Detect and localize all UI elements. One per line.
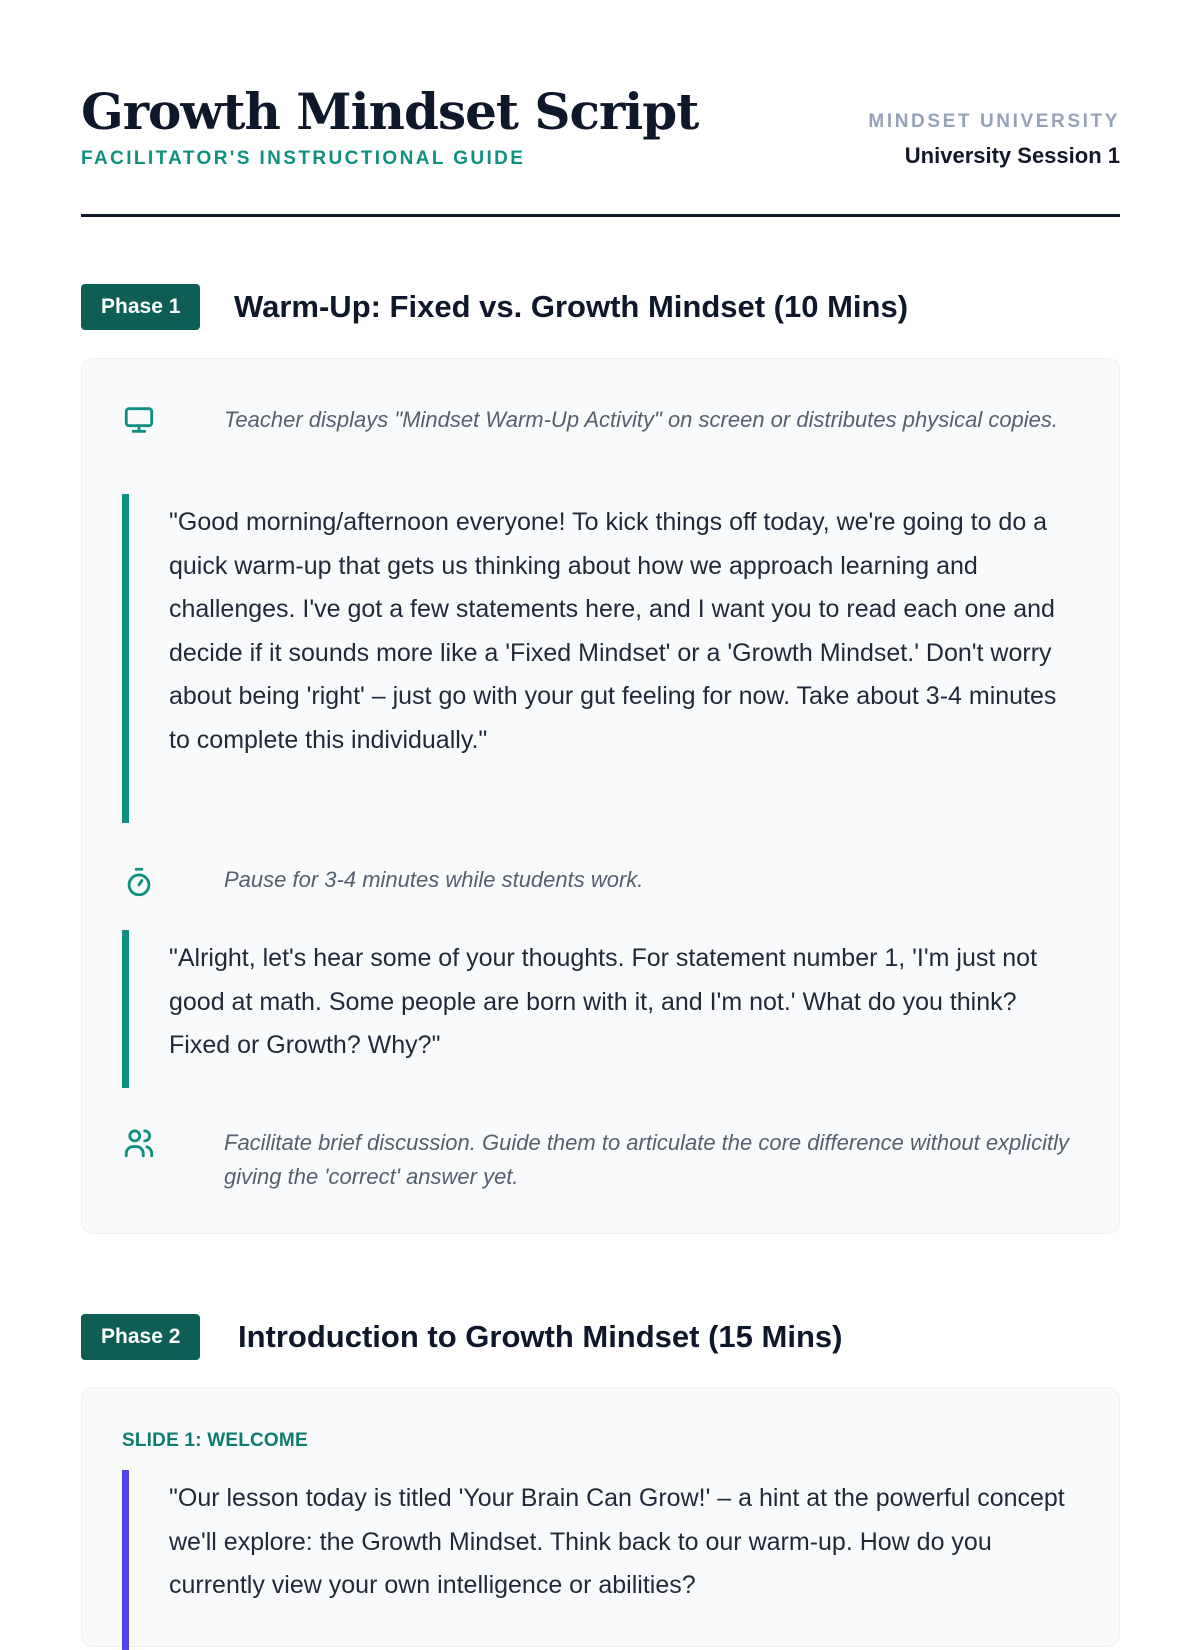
slide-label: SLIDE 1: WELCOME [122,1430,308,1451]
stopwatch-icon [122,865,156,899]
phase-title: Warm-Up: Fixed vs. Growth Mindset (10 Mins) [234,289,909,324]
instruction-text: Pause for 3-4 minutes while students work. [224,867,644,892]
phase-badge: Phase 1 [81,284,200,330]
phase-badge: Phase 2 [81,1314,200,1360]
document-header [81,0,1120,217]
instruction-pause [122,863,1082,903]
document-subtitle: FACILITATOR'S INSTRUCTIONAL GUIDE [81,148,526,169]
phase-title: Introduction to Growth Mindset (15 Mins) [238,1319,843,1354]
script-quote: "Good morning/afternoon everyone! To kick things off today, we're going to do a quick warm-up that gets us thinking about how we approach learning and challenges. I've got a few statements here, and I want you to read each one and decide if it sounds more like a 'Fixed Mindset' or a 'Growth Mindset.' Don't worry about being 'right' – just go with your gut feeling for now. Take about 3-4 minutes to complete this individually." [122,494,1066,823]
session-name: University Session 1 [904,143,1120,168]
page [81,0,1120,1599]
script-quote: "Alright, let's hear some of your thoughts. For statement number 1, 'I'm just not good at math. Some people are born with it, and I'm not.' What do you think? Fixed or Growth? Why?" [122,930,1066,1088]
instruction-discussion [122,1126,1082,1194]
instruction-display [122,403,1082,471]
phase-2-header [81,1314,1120,1360]
phase-1-header [81,284,1120,330]
script-quote: "Our lesson today is titled 'Your Brain Can Grow!' – a hint at the powerful concept we'll explore: the Growth Mindset. Think back to our warm-up. How do you currently view your own intelligence or abilities? [122,1470,1066,1650]
instruction-text: Facilitate brief discussion. Guide them to articulate the core difference without explicitly giving the 'correct' answer yet. [224,1130,1069,1189]
organization-name: MINDSET UNIVERSITY [868,111,1120,132]
users-icon [122,1126,156,1160]
monitor-icon [122,403,156,437]
phase-1-card [81,358,1120,1234]
document-title: Growth Mindset Script [81,82,699,141]
phase-2-card [81,1387,1120,1647]
instruction-text: Teacher displays "Mindset Warm-Up Activity" on screen or distributes physical copies. [224,407,1059,432]
